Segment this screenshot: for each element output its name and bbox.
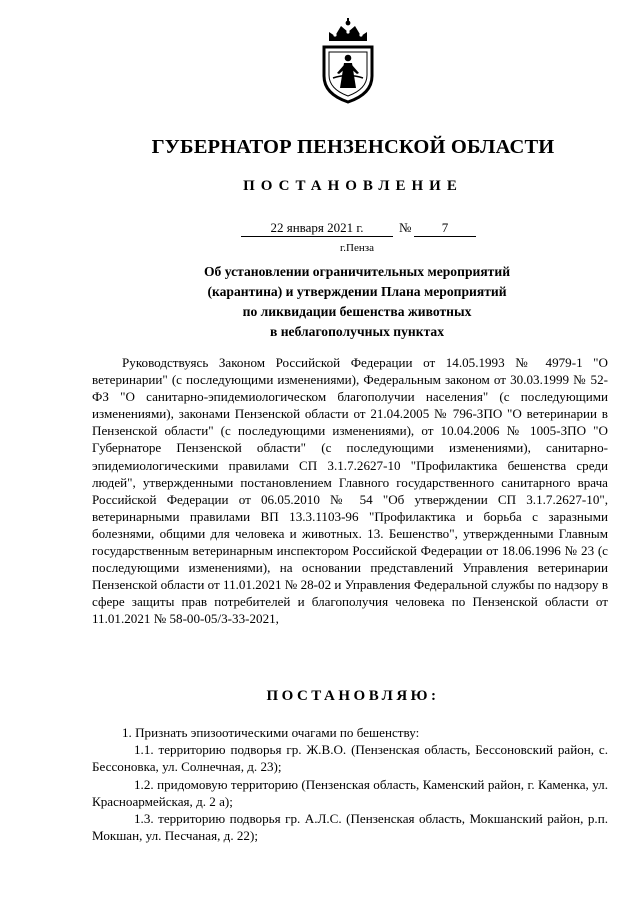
- preamble-paragraph: Руководствуясь Законом Российской Федерации от 14.05.1993 № 4979-1 "О ветеринарии" (с последующими изменениями), Федеральным законом от 30.03.1999 № 52-ФЗ "О санитарно-эпидемиологическом благополучии населения" (с последующими изменениями), законами Пензенской области от 21.04.2005 № 796-ЗПО "О ветеринарии в Пензенской области" (с последующими изменениями), от 10.04.2006 № 1005-ЗПО "О Губернаторе Пензенской области" (с последующими изменениями), санитарно-эпидемиологическими правилами СП 3.1.7.2627-10 "Профилактика бешенства среди людей", утвержденными постановлением Главного государственного санитарного врача Российской Федерации от 06.05.2010 № 54 "Об утверждении СП 3.1.7.2627-10", ветеринарными правилами ВП 13.3.1103-96 "Профилактика и борьба с заразными болезнями, общими для человека и животных. 13. Бешенство", утвержденными Главным государственным ветеринарным инспектором Российской Федерации от 18.06.1996 № 23 (с последующими изменениями), на основании представлений Управления ветеринарии Пензенской области от 11.01.2021 № 28-02 и Управления Федеральной службы по надзору в сфере защиты прав потребителей и благополучия человека по Пензенской области от 11.01.2021 № 58-00-05/3-33-2021,: [92, 355, 608, 627]
- point-item: 1.2. придомовую территорию (Пензенская область, Каменский район, г. Каменка, ул. Красноармейская, д. 2 а);: [92, 776, 608, 809]
- subject-line: в неблагополучных пунктах: [269, 324, 445, 339]
- decree-points: [92, 724, 608, 844]
- document-date: 22 января 2021 г.: [241, 220, 393, 237]
- point-item: 1.3. территорию подворья гр. А.Л.С. (Пензенская область, Мокшанский район, р.п. Мокшан, ул. Песчаная, д. 22);: [92, 811, 608, 844]
- subject-line: по ликвидации бешенства животных: [242, 304, 472, 319]
- coat-of-arms-emblem: [315, 18, 381, 104]
- subject-line: (карантина) и утверждении Плана мероприятий: [207, 284, 507, 299]
- issue-city: г.Пенза: [340, 242, 374, 254]
- subject-line: Об установлении ограничительных мероприятий: [203, 264, 511, 279]
- decree-heading: ПОСТАНОВЛЯЮ:: [266, 688, 440, 704]
- document-subject: [0, 262, 640, 342]
- issuer-title: ГУБЕРНАТОР ПЕНЗЕНСКОЙ ОБЛАСТИ: [151, 136, 555, 158]
- document-type: ПОСТАНОВЛЕНИЕ: [243, 178, 463, 194]
- document-number: 7: [414, 220, 476, 237]
- point-item: 1. Признать эпизоотическими очагами по бешенству:: [122, 725, 420, 740]
- number-sign: №: [399, 220, 412, 235]
- point-item: 1.1. территорию подворья гр. Ж.В.О. (Пензенская область, Бессоновский район, с. Бессоновка, ул. Солнечная, д. 23);: [92, 742, 608, 775]
